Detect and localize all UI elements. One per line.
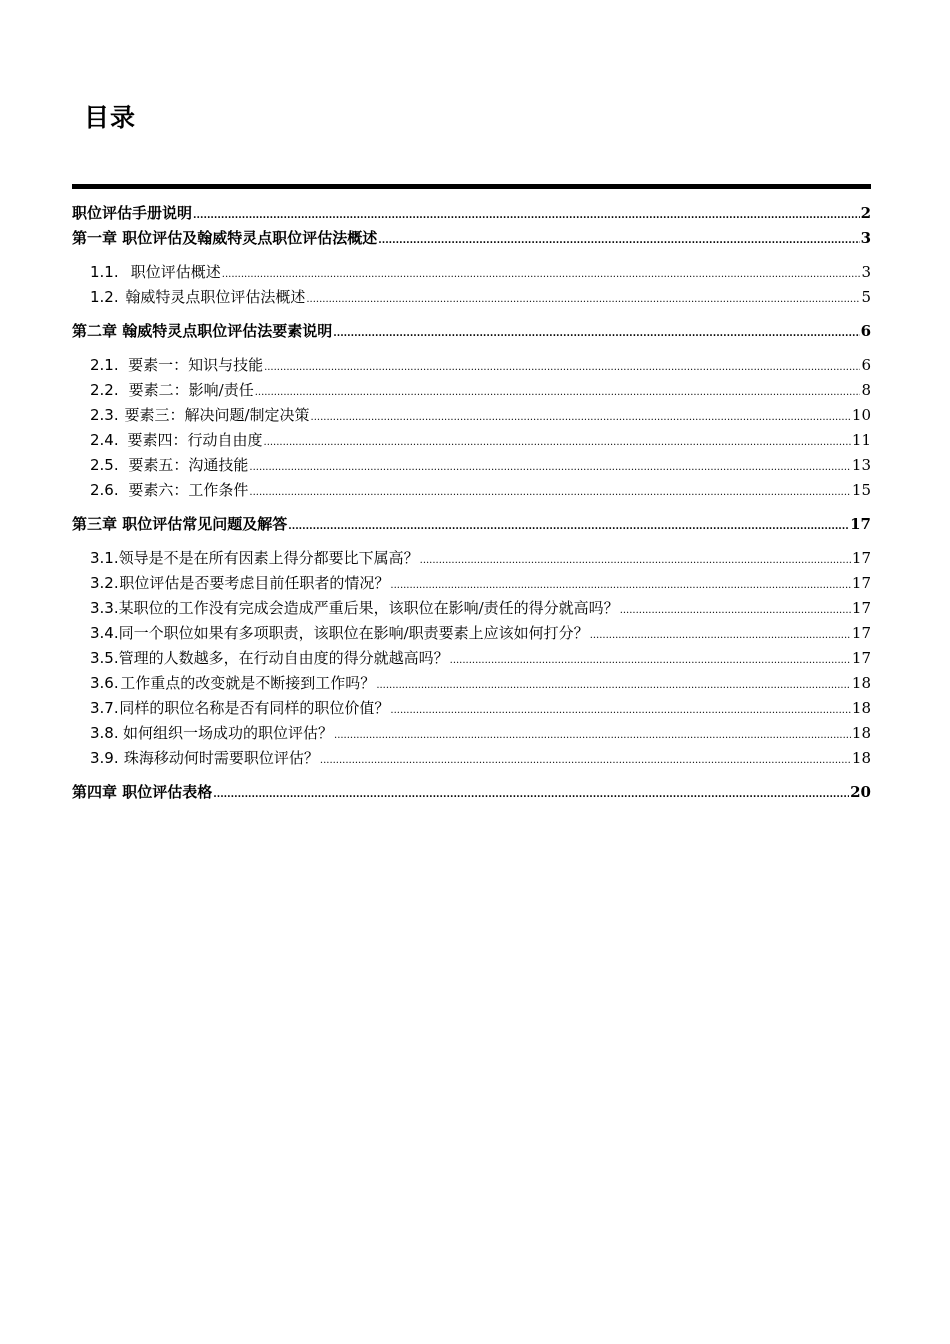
toc-page-number: 5 [861,288,871,306]
dot-leader [334,724,851,742]
dot-leader [222,263,861,281]
toc-section-number: 3.1. [90,549,119,567]
dot-leader [311,406,851,424]
toc-section-number: 2.2. [90,381,119,399]
dot-leader [249,481,851,499]
toc-entry-title: 如何组织一场成功的职位评估？ [123,724,334,742]
toc-entry-section-3-2[interactable] [72,572,871,597]
toc-entry-section-3-9[interactable] [72,747,871,772]
toc-entry-title: 某职位的工作没有完成会造成严重后果，该职位在影响/责任的得分就高吗？ [118,599,619,617]
toc-entry-title: 第一章 职位评估及翰威特灵点职位评估法概述 [72,229,378,247]
toc-entry-section-3-3[interactable] [72,597,871,622]
toc-entry-title: 要素五：沟通技能 [128,456,249,474]
toc-entry-chapter-2[interactable] [72,320,871,345]
toc-entry-title: 珠海移动何时需要职位评估？ [123,749,319,767]
toc-section-number: 3.6. [90,674,119,692]
toc-page-number: 17 [851,599,871,617]
toc-section-number: 2.3. [90,406,119,424]
toc-section-number: 2.1. [90,356,119,374]
toc-entry-title: 职位评估是否要考虑目前任职者的情况？ [119,574,390,592]
toc-entry-section-2-1[interactable] [72,354,871,379]
dot-leader [590,624,851,642]
toc-page-number: 20 [850,783,871,801]
toc-entry-section-2-2[interactable] [72,379,871,404]
toc-page-number: 15 [851,481,871,499]
dot-leader [320,749,851,767]
toc-entry-section-2-3[interactable] [72,404,871,429]
toc-section-number: 3.9. [90,749,119,767]
toc-entry-section-1-2[interactable] [72,286,871,311]
dot-leader [390,574,851,592]
dot-leader [376,674,851,692]
toc-page-number: 18 [851,724,871,742]
toc-section-number: 1.1. [90,263,119,281]
toc-entry-title: 要素一：知识与技能 [128,356,264,374]
dot-leader [255,381,861,399]
toc-page-number: 3 [861,263,871,281]
title-divider [72,184,871,189]
toc-entry-section-3-6[interactable] [72,672,871,697]
table-of-contents [72,202,871,806]
toc-page-number: 6 [861,356,871,374]
toc-entry-title: 要素四：行动自由度 [127,431,263,449]
toc-entry-section-2-5[interactable] [72,454,871,479]
toc-section-number: 2.5. [90,456,119,474]
toc-page-number: 17 [851,549,871,567]
toc-section-number: 3.4. [90,624,119,642]
page-title: 目录 [84,103,137,132]
toc-page-number: 13 [851,456,871,474]
toc-entry-section-1-1[interactable] [72,261,871,286]
toc-entry-section-3-1[interactable] [72,547,871,572]
toc-entry-title: 领导是不是在所有因素上得分都要比下属高？ [118,549,419,567]
toc-entry-title: 管理的人数越多，在行动自由度的得分就越高吗？ [118,649,449,667]
toc-page-number: 18 [851,674,871,692]
toc-page-number: 17 [851,649,871,667]
toc-entry-chapter-4[interactable] [72,781,871,806]
toc-section-number: 3.3. [90,599,119,617]
toc-page-number: 2 [860,204,871,222]
toc-entry-title: 第四章 职位评估表格 [72,783,213,801]
toc-section-number: 1.2. [90,288,119,306]
toc-page-number: 17 [850,515,871,533]
toc-entry-section-3-8[interactable] [72,722,871,747]
toc-page-number: 10 [851,406,871,424]
dot-leader [264,431,851,449]
toc-entry-title: 职位评估概述 [130,263,221,281]
dot-leader [306,288,860,306]
toc-section-number: 3.2. [90,574,119,592]
toc-section-number: 3.5. [90,649,119,667]
toc-page-number: 18 [851,699,871,717]
toc-entry-title: 翰威特灵点职位评估法概述 [125,288,306,306]
dot-leader [390,699,851,717]
toc-page-number: 18 [851,749,871,767]
toc-entry-title: 同一个职位如果有多项职责，该职位在影响/职责要素上应该如何打分？ [118,624,589,642]
dot-leader [264,356,860,374]
toc-entry-chapter-1[interactable] [72,227,871,252]
toc-entry-section-2-4[interactable] [72,429,871,454]
toc-section-number: 2.6. [90,481,119,499]
toc-entry-section-3-7[interactable] [72,697,871,722]
dot-leader [193,204,860,222]
toc-page-number: 6 [860,322,871,340]
toc-entry-title: 要素三：解决问题/制定决策 [124,406,310,424]
toc-section-number: 3.8. [90,724,119,742]
dot-leader [213,783,849,801]
toc-entry-title: 工作重点的改变就是不断接到工作吗？ [120,674,376,692]
dot-leader [450,649,851,667]
toc-entry-section-2-6[interactable] [72,479,871,504]
toc-entry-title: 第三章 职位评估常见问题及解答 [72,515,288,533]
dot-leader [249,456,851,474]
toc-entry-title: 要素二：影响/责任 [128,381,254,399]
toc-entry-section-3-5[interactable] [72,647,871,672]
toc-page-number: 17 [851,574,871,592]
toc-entry-section-3-4[interactable] [72,622,871,647]
toc-entry-preface[interactable] [72,202,871,227]
toc-entry-title: 职位评估手册说明 [72,204,193,222]
toc-page-number: 3 [860,229,871,247]
toc-entry-title: 要素六：工作条件 [128,481,249,499]
dot-leader [378,229,859,247]
toc-entry-chapter-3[interactable] [72,513,871,538]
dot-leader [288,515,849,533]
toc-section-number: 3.7. [90,699,119,717]
dot-leader [620,599,851,617]
toc-page-number: 8 [861,381,871,399]
dot-leader [333,322,859,340]
toc-entry-title: 同样的职位名称是否有同样的职位价值？ [119,699,390,717]
toc-page-number: 11 [851,431,871,449]
toc-entry-title: 第二章 翰威特灵点职位评估法要素说明 [72,322,333,340]
dot-leader [420,549,851,567]
toc-page-number: 17 [851,624,871,642]
toc-section-number: 2.4. [90,431,119,449]
